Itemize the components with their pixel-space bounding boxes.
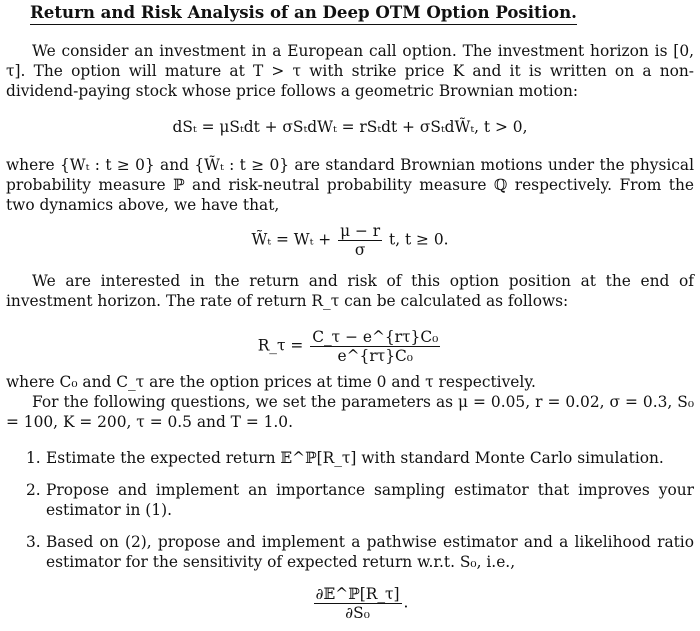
question-text: Propose and implement an importance sampling estimator that improves your estimator in (1). [46, 481, 694, 519]
brownian-motion-paragraph: where {Wₜ : t ≥ 0} and {W̃ₜ : t ≥ 0} are standard Brownian motions under the physical probability measure ℙ and risk-neutral probability measure ℚ respectively. From the two dynamics above, we have that, [6, 156, 694, 214]
question-list [26, 448, 694, 572]
return-denominator: e^{rτ}C₀ [337, 347, 413, 365]
return-lhs: R_τ = [257, 336, 304, 355]
girsanov-rhs: t, t ≥ 0. [389, 230, 449, 249]
gbm-equation: dSₜ = μSₜdt + σSₜdWₜ = rSₜdt + σSₜdW̃ₜ, t > 0, [172, 118, 528, 136]
intro-paragraph: We consider an investment in a European call option. The investment horizon is [0, τ]. The option will mature at T > τ with strike price K and it is written on a non-dividend-paying stock whose price follows a geometric Brownian motion: [6, 42, 694, 100]
girsanov-numerator: μ − r [340, 222, 381, 240]
question-text: Estimate the expected return 𝔼^ℙ[R_τ] with standard Monte Carlo simulation. [46, 449, 664, 467]
question-item [26, 532, 694, 572]
return-equation [0, 328, 700, 365]
document-title: Return and Risk Analysis of an Deep OTM Option Position. [30, 1, 577, 25]
question-number: 2. [26, 481, 41, 499]
question-item [26, 480, 694, 520]
girsanov-equation [0, 222, 700, 259]
sensitivity-equation [20, 585, 700, 622]
return-numerator: C_τ − e^{rτ}C₀ [312, 328, 439, 346]
sensitivity-fraction [314, 585, 402, 622]
question-item [26, 448, 694, 468]
sensitivity-denominator: ∂S₀ [345, 604, 370, 622]
question-number: 1. [26, 449, 41, 467]
girsanov-denominator: σ [354, 241, 366, 259]
option-prices-paragraph: where C₀ and C_τ are the option prices at time 0 and τ respectively. [6, 373, 536, 391]
question-text: Based on (2), propose and implement a pathwise estimator and a likelihood ratio estimator for the sensitivity of expected return w.r.t. S₀, i.e., [46, 533, 694, 571]
girsanov-fraction [338, 222, 382, 259]
sensitivity-numerator: ∂𝔼^ℙ[R_τ] [315, 585, 400, 603]
parameters-paragraph: For the following questions, we set the parameters as μ = 0.05, r = 0.02, σ = 0.3, S₀ = 100, K = 200, τ = 0.5 and T = 1.0. [6, 393, 694, 431]
return-fraction [310, 328, 440, 365]
question-number: 3. [26, 533, 41, 551]
sensitivity-tail: . [403, 593, 409, 612]
return-paragraph: We are interested in the return and risk of this option position at the end of investment horizon. The rate of return R_τ can be calculated as follows: [6, 272, 694, 310]
girsanov-lhs: W̃ₜ = Wₜ + [251, 230, 332, 249]
